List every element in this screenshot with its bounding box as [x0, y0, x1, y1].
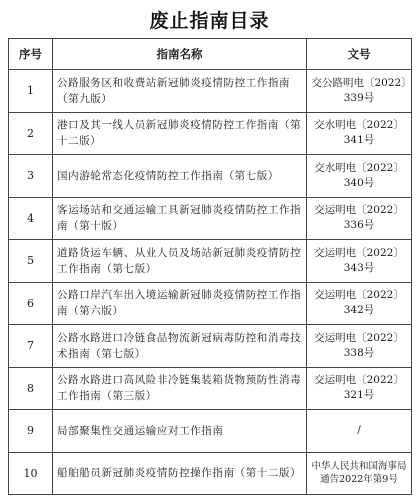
table-row [9, 155, 412, 198]
guide-name: 公路水路进口高风险非冷链集装箱货物预防性消毒工作指南（第三版） [53, 367, 307, 410]
table-row [9, 452, 412, 495]
guide-name: 国内游轮常态化疫情防控工作指南（第七版） [53, 155, 307, 198]
row-number: 10 [9, 452, 53, 495]
table-row [9, 112, 412, 155]
document-number: 交水明电〔2022〕340号 [307, 155, 412, 198]
table-row [9, 410, 412, 453]
page-title: 废止指南目录 [149, 10, 270, 32]
table-row [9, 367, 412, 410]
document-number: 交水明电〔2022〕341号 [307, 112, 412, 155]
row-number: 5 [9, 240, 53, 283]
guide-name: 船舶船员新冠肺炎疫情防控操作指南（第十二版） [53, 452, 307, 495]
guide-name: 道路货运车辆、从业人员及场站新冠肺炎疫情防控工作指南（第七版） [53, 240, 307, 283]
row-number: 7 [9, 325, 53, 368]
document-number: 交公路明电〔2022〕339号 [307, 70, 412, 113]
guide-name: 局部聚集性交通运输应对工作指南 [53, 410, 307, 453]
row-number: 1 [9, 70, 53, 113]
guide-name: 公路服务区和收费站新冠肺炎疫情防控工作指南（第九版） [53, 70, 307, 113]
row-number: 9 [9, 410, 53, 453]
header-no: 序号 [9, 39, 53, 70]
guide-name: 公路水路进口冷链食品物流新冠病毒防控和消毒技术指南（第七版） [53, 325, 307, 368]
row-number: 6 [9, 282, 53, 325]
document-number: 中华人民共和国海事局通告2022年第9号 [307, 452, 412, 495]
table-row [9, 282, 412, 325]
document-number: 交运明电〔2022〕343号 [307, 240, 412, 283]
document-number: / [307, 410, 412, 453]
document-number: 交运明电〔2022〕336号 [307, 197, 412, 240]
guide-name: 客运场站和交通运输工具新冠肺炎疫情防控工作指南（第十版） [53, 197, 307, 240]
row-number: 8 [9, 367, 53, 410]
header-name: 指南名称 [53, 39, 307, 70]
guide-name: 公路口岸汽车出入境运输新冠肺炎疫情防控工作指南（第六版） [53, 282, 307, 325]
guide-table [8, 38, 412, 495]
row-number: 4 [9, 197, 53, 240]
table-row [9, 70, 412, 113]
header-doc: 文号 [307, 39, 412, 70]
document-number: 交运明电〔2022〕342号 [307, 282, 412, 325]
guide-name: 港口及其一线人员新冠肺炎疫情防控工作指南（第十二版） [53, 112, 307, 155]
table-row [9, 325, 412, 368]
row-number: 3 [9, 155, 53, 198]
row-number: 2 [9, 112, 53, 155]
table-row [9, 240, 412, 283]
document-number: 交运明电〔2022〕321号 [307, 367, 412, 410]
document-number: 交运明电〔2022〕338号 [307, 325, 412, 368]
table-row [9, 197, 412, 240]
table-header-row [9, 39, 412, 70]
